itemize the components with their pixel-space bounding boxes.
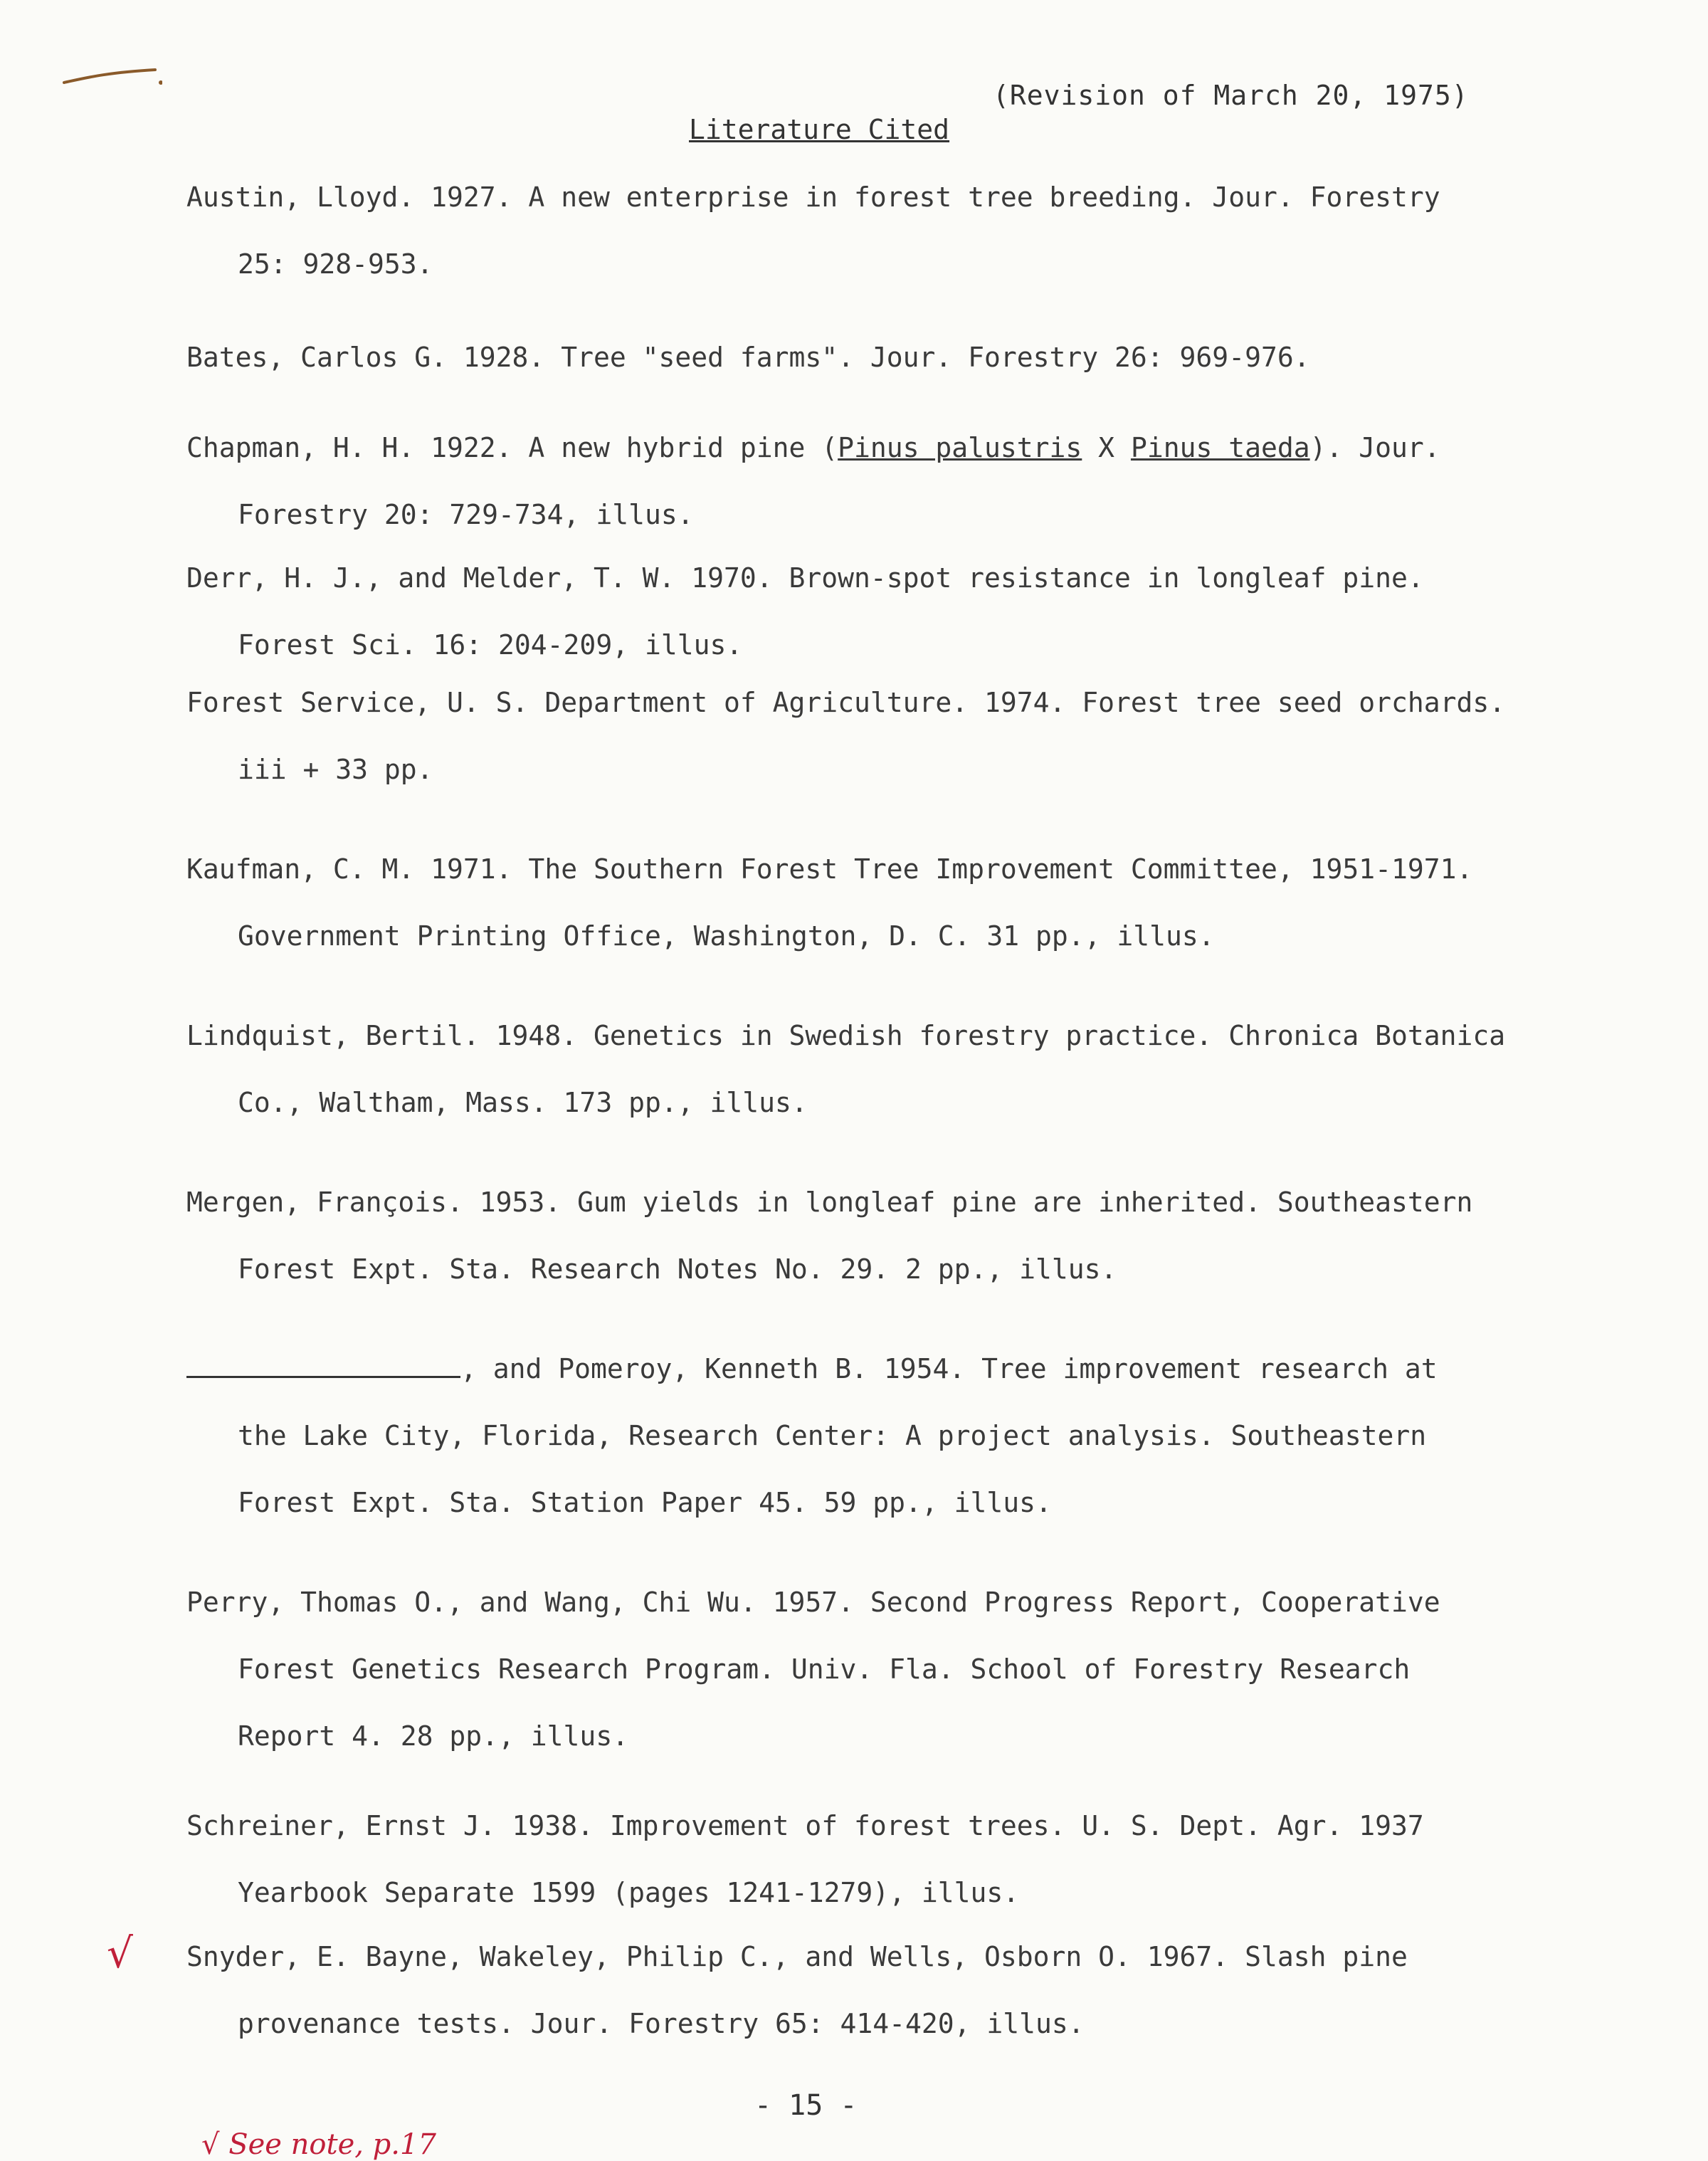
reference-line: 25: 928-953. — [238, 248, 433, 280]
reference-line — [186, 414, 1440, 481]
author-repeat-line — [186, 1370, 460, 1378]
reference-austin — [186, 164, 1440, 298]
page-number: - 15 - — [754, 2089, 858, 2122]
reference-line: Co., Waltham, Mass. 173 pp., illus. — [238, 1087, 808, 1118]
text-segment: X — [1082, 432, 1131, 463]
reference-line: Forest Expt. Sta. Station Paper 45. 59 pp., illus. — [238, 1487, 1052, 1518]
reference-line: Forest Service, U. S. Department of Agriculture. 1974. Forest tree seed orchards. — [186, 687, 1506, 718]
check-mark-icon: √ — [107, 1929, 133, 1977]
revision-date: (Revision of March 20, 1975) — [993, 80, 1469, 111]
reference-mergen — [186, 1169, 1472, 1303]
page-title: Literature Cited — [689, 114, 950, 145]
species-name: Pinus taeda — [1130, 432, 1310, 463]
reference-derr — [186, 545, 1424, 678]
reference-line — [186, 1335, 1438, 1402]
text-segment: Chapman, H. H. 1922. A new hybrid pine ( — [186, 432, 838, 463]
reference-line: Report 4. 28 pp., illus. — [238, 1720, 629, 1752]
reference-line: Kaufman, C. M. 1971. The Southern Forest Tree Improvement Committee, 1951-1971. — [186, 853, 1473, 885]
reference-line: the Lake City, Florida, Research Center: A project analysis. Southeastern — [238, 1420, 1427, 1451]
reference-lindquist — [186, 1002, 1505, 1136]
species-name: Pinus palustris — [838, 432, 1082, 463]
reference-line: provenance tests. Jour. Forestry 65: 414-420, illus. — [238, 2008, 1085, 2039]
reference-chapman — [186, 414, 1440, 548]
reference-line: Austin, Lloyd. 1927. A new enterprise in forest tree breeding. Jour. Forestry — [186, 182, 1440, 213]
reference-mergen-pomeroy — [186, 1335, 1438, 1536]
reference-kaufman — [186, 836, 1472, 969]
reference-line: Bates, Carlos G. 1928. Tree "seed farms". Jour. Forestry 26: 969-976. — [186, 342, 1310, 373]
reference-line: Lindquist, Bertil. 1948. Genetics in Swedish forestry practice. Chronica Botanica — [186, 1020, 1506, 1051]
reference-line: Derr, H. J., and Melder, T. W. 1970. Brown-spot resistance in longleaf pine. — [186, 562, 1424, 594]
reference-line: Mergen, François. 1953. Gum yields in longleaf pine are inherited. Southeastern — [186, 1187, 1473, 1218]
reference-line: Perry, Thomas O., and Wang, Chi Wu. 1957. Second Progress Report, Cooperative — [186, 1587, 1440, 1618]
reference-snyder — [186, 1923, 1408, 2057]
text-segment: , and Pomeroy, Kenneth B. 1954. Tree improvement research at — [460, 1353, 1438, 1384]
reference-forest-service — [186, 669, 1505, 803]
reference-line: Forestry 20: 729-734, illus. — [238, 499, 694, 530]
reference-line: Schreiner, Ernst J. 1938. Improvement of forest trees. U. S. Dept. Agr. 1937 — [186, 1810, 1424, 1841]
reference-schreiner — [186, 1792, 1424, 1926]
reference-line: Forest Sci. 16: 204-209, illus. — [238, 629, 743, 661]
reference-line: iii + 33 pp. — [238, 754, 433, 785]
handwritten-note: √ See note, p.17 — [201, 2128, 436, 2161]
reference-line: Forest Genetics Research Program. Univ. Fla. School of Forestry Research — [238, 1653, 1411, 1685]
reference-line: Snyder, E. Bayne, Wakeley, Philip C., and Wells, Osborn O. 1967. Slash pine — [186, 1941, 1408, 1972]
text-segment: ). Jour. — [1309, 432, 1440, 463]
reference-perry — [186, 1569, 1440, 1770]
pen-mark-icon — [63, 65, 162, 85]
reference-bates — [186, 324, 1310, 391]
reference-line: Government Printing Office, Washington, D. C. 31 pp., illus. — [238, 920, 1215, 952]
reference-line: Yearbook Separate 1599 (pages 1241-1279), illus. — [238, 1877, 1020, 1908]
reference-line: Forest Expt. Sta. Research Notes No. 29. 2 pp., illus. — [238, 1253, 1117, 1285]
